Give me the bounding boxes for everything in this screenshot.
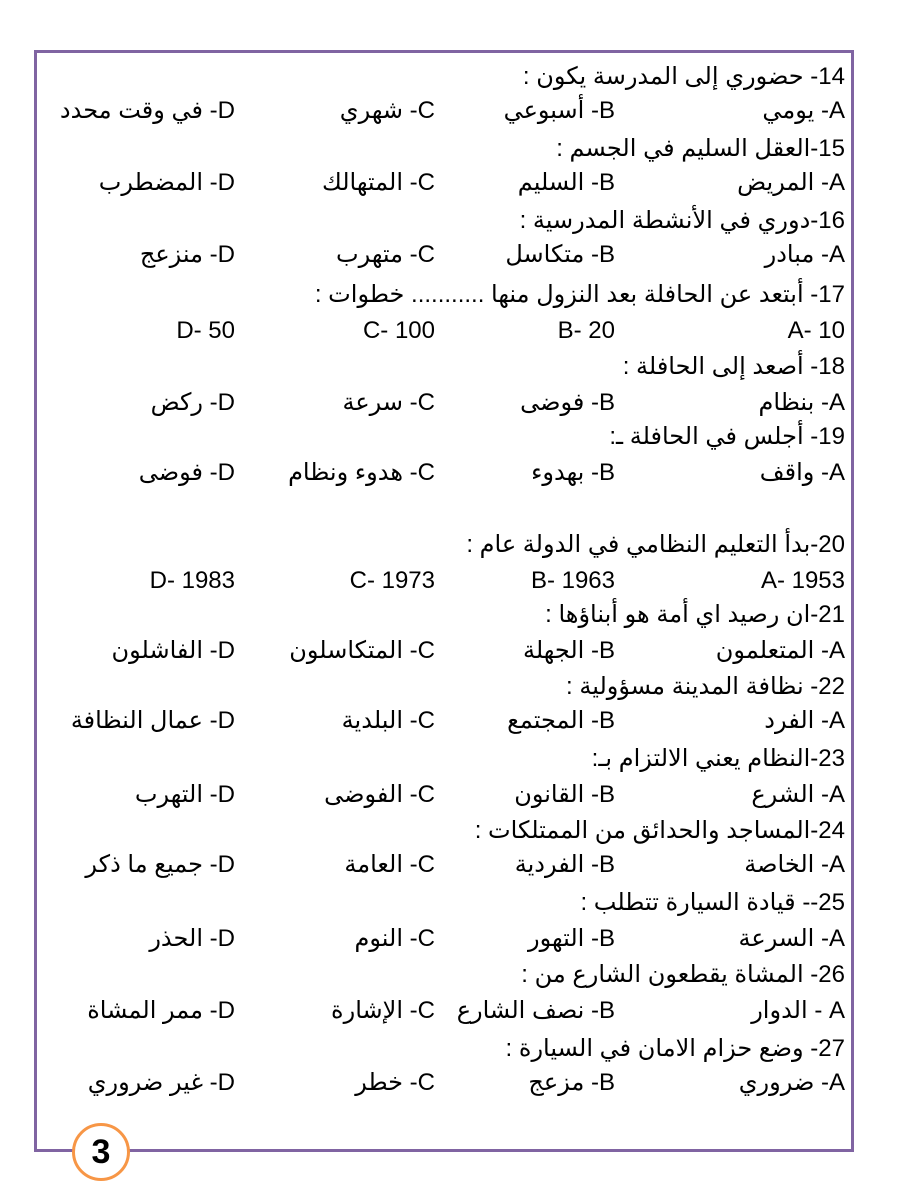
option-a[interactable]: A- المتعلمون: [715, 637, 845, 664]
question-20-options: [40, 566, 845, 596]
question-26-options: [40, 996, 845, 1026]
question-19-options: [40, 458, 845, 488]
question-20-stem: 20-بدأ التعليم النظامي في الدولة عام :: [466, 531, 845, 558]
question-14-stem: 14- حضوري إلى المدرسة يكون :: [522, 63, 845, 90]
option-b[interactable]: B- الجهلة: [522, 637, 615, 664]
question-21-stem: 21-ان رصيد اي أمة هو أبناؤها :: [545, 601, 845, 628]
option-d[interactable]: D- غير ضروري: [87, 1069, 235, 1096]
question-26-stem: 26- المشاة يقطعون الشارع من :: [521, 961, 845, 988]
option-c[interactable]: C- شهري: [339, 97, 435, 124]
option-a[interactable]: A- الشرع: [751, 781, 845, 808]
option-c[interactable]: C- خطر: [355, 1069, 435, 1096]
question-22-stem: 22- نظافة المدينة مسؤولية :: [566, 673, 845, 700]
question-22-options: [40, 706, 845, 736]
option-a[interactable]: A- ضروري: [738, 1069, 845, 1096]
question-18-options: [40, 388, 845, 418]
question-21-options: [40, 636, 845, 666]
option-c[interactable]: C- العامة: [344, 851, 435, 878]
option-b[interactable]: B- نصف الشارع: [456, 997, 615, 1024]
option-a[interactable]: A- واقف: [759, 459, 845, 486]
option-b[interactable]: B- السليم: [517, 169, 615, 196]
question-16-stem: 16-دوري في الأنشطة المدرسية :: [519, 207, 845, 234]
option-c[interactable]: C- سرعة: [342, 389, 435, 416]
option-d[interactable]: D- عمال النظافة: [70, 707, 235, 734]
option-b[interactable]: B- متكاسل: [505, 241, 615, 268]
question-17-options: [40, 316, 845, 346]
option-b[interactable]: B- بهدوء: [531, 459, 615, 486]
page-number-badge: 3: [72, 1123, 130, 1181]
option-a[interactable]: A- السرعة: [738, 925, 845, 952]
option-a[interactable]: A- يومي: [762, 97, 845, 124]
option-d[interactable]: D- الحذر: [149, 925, 235, 952]
option-a[interactable]: A- المريض: [737, 169, 845, 196]
option-c[interactable]: C- هدوء ونظام: [288, 459, 435, 486]
option-b[interactable]: B- المجتمع: [507, 707, 615, 734]
option-a[interactable]: A- الخاصة: [744, 851, 845, 878]
question-23-options: [40, 780, 845, 810]
option-a[interactable]: A- 1953: [760, 567, 845, 594]
question-25-options: [40, 924, 845, 954]
question-19-stem: 19- أجلس في الحافلة ـ:: [609, 423, 845, 450]
option-d[interactable]: D- جميع ما ذكر: [85, 851, 235, 878]
option-d[interactable]: D- 1983: [149, 567, 235, 594]
option-b[interactable]: B- فوضى: [520, 389, 615, 416]
question-18-stem: 18- أصعد إلى الحافلة :: [622, 353, 845, 380]
option-b[interactable]: B- مزعج: [528, 1069, 615, 1096]
option-d[interactable]: D- التهرب: [134, 781, 235, 808]
option-d[interactable]: D- ركض: [150, 389, 235, 416]
option-b[interactable]: B- القانون: [514, 781, 615, 808]
option-c[interactable]: C- الإشارة: [331, 997, 435, 1024]
option-d[interactable]: D- الفاشلون: [111, 637, 235, 664]
question-15-options: [40, 168, 845, 198]
question-24-options: [40, 850, 845, 880]
option-a[interactable]: A- بنظام: [758, 389, 845, 416]
question-24-stem: 24-المساجد والحدائق من الممتلكات :: [474, 817, 845, 844]
option-a[interactable]: A- الفرد: [764, 707, 845, 734]
option-c[interactable]: C- المتكاسلون: [289, 637, 435, 664]
option-b[interactable]: B- 1963: [530, 567, 615, 594]
question-25-stem: 25-- قيادة السيارة تتطلب :: [580, 889, 845, 916]
option-b[interactable]: B- التهور: [528, 925, 615, 952]
option-c[interactable]: C- النوم: [354, 925, 435, 952]
option-a[interactable]: A- 10: [787, 317, 845, 344]
option-c[interactable]: C- المتهالك: [321, 169, 435, 196]
question-27-stem: 27- وضع حزام الامان في السيارة :: [505, 1035, 845, 1062]
option-d[interactable]: D- المضطرب: [98, 169, 235, 196]
option-b[interactable]: B- الفردية: [514, 851, 615, 878]
option-a[interactable]: A- مبادر: [764, 241, 845, 268]
option-c[interactable]: C- البلدية: [341, 707, 435, 734]
option-d[interactable]: D- في وقت محدد: [59, 97, 235, 124]
option-d[interactable]: D- 50: [176, 317, 235, 344]
option-a[interactable]: A - الدوار: [751, 997, 845, 1024]
question-23-stem: 23-النظام يعني الالتزام بـ:: [591, 745, 845, 772]
option-b[interactable]: B- أسبوعي: [503, 97, 615, 124]
option-d[interactable]: D- فوضى: [138, 459, 235, 486]
question-17-stem: 17- أبتعد عن الحافلة بعد النزول منها ........... خطوات :: [314, 281, 845, 308]
option-d[interactable]: D- ممر المشاة: [87, 997, 235, 1024]
option-c[interactable]: C- الفوضى: [324, 781, 435, 808]
question-27-options: [40, 1068, 845, 1098]
option-d[interactable]: D- منزعج: [139, 241, 235, 268]
question-14-options: [40, 96, 845, 126]
option-b[interactable]: B- 20: [557, 317, 615, 344]
option-c[interactable]: C- 1973: [349, 567, 435, 594]
question-16-options: [40, 240, 845, 270]
option-c[interactable]: C- متهرب: [336, 241, 435, 268]
question-15-stem: 15-العقل السليم في الجسم :: [556, 135, 845, 162]
option-c[interactable]: C- 100: [362, 317, 435, 344]
